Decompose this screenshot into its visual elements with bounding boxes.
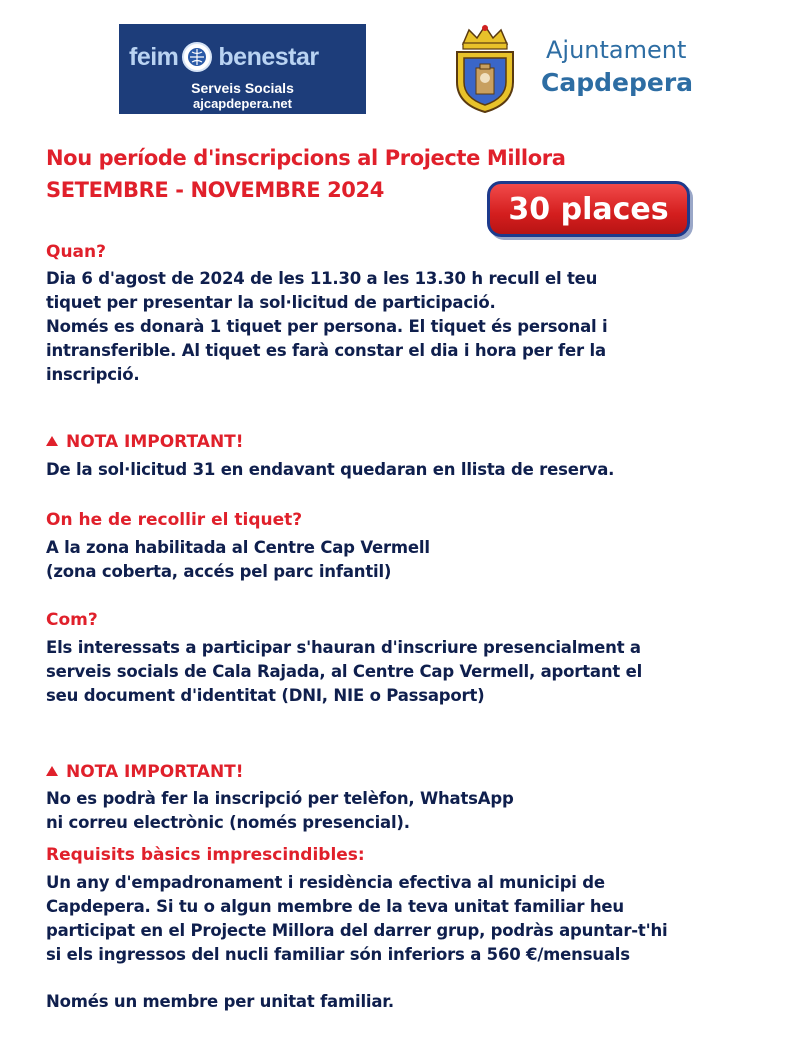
logo-wordmark	[129, 40, 359, 74]
text-line: intransferible. Al tiquet es farà constar el dia i hora per fer la	[46, 341, 606, 360]
section-requisits-heading: Requisits bàsics imprescindibles:	[46, 845, 365, 865]
section-requisits-body	[46, 871, 667, 967]
globe-emblem-icon	[182, 42, 212, 72]
text-line: A la zona habilitada al Centre Cap Vermell	[46, 538, 430, 557]
logo-website: ajcapdepera.net	[193, 96, 292, 111]
section-com-body	[46, 636, 642, 708]
text-line: Els interessats a participar s'hauran d'inscriure presencialment a	[46, 638, 641, 657]
section-com-heading: Com?	[46, 610, 98, 630]
warning-triangle-icon	[46, 436, 58, 446]
page-subtitle-dates: SETEMBRE - NOVEMBRE 2024	[46, 178, 384, 202]
text-line: seu document d'identitat (DNI, NIE o Passaport)	[46, 686, 485, 705]
nota-important-heading	[46, 432, 244, 452]
ajuntament-label: Ajuntament	[546, 36, 687, 64]
text-line: Un any d'empadronament i residència efectiva al municipi de	[46, 873, 605, 892]
text-line: Capdepera. Si tu o algun membre de la teva unitat familiar heu	[46, 897, 624, 916]
text-line: si els ingressos del nucli familiar són inferiors a 560 €/mensuals	[46, 945, 630, 964]
capdepera-label: Capdepera	[541, 68, 694, 97]
places-badge-label: 30 places	[508, 191, 669, 227]
section-quan-heading: Quan?	[46, 242, 106, 262]
section-on-heading: On he de recollir el tiquet?	[46, 510, 303, 530]
nota-important-label-2: NOTA IMPORTANT!	[66, 762, 244, 782]
logo-word-benestar: benestar	[218, 42, 319, 71]
text-line: tiquet per presentar la sol·licitud de participació.	[46, 293, 496, 312]
text-line: No es podrà fer la inscripció per telèfon, WhatsApp	[46, 789, 514, 808]
nota-important-heading-2	[46, 762, 244, 782]
text-line: (zona coberta, accés pel parc infantil)	[46, 562, 392, 581]
text-line: Només es donarà 1 tiquet per persona. El tiquet és personal i	[46, 317, 608, 336]
section-quan-body	[46, 267, 608, 387]
page-title: Nou període d'inscripcions al Projecte Millora	[46, 146, 566, 170]
logo-subtitle: Serveis Socials	[191, 80, 294, 96]
places-badge	[487, 181, 690, 237]
text-line: participat en el Projecte Millora del darrer grup, podràs apuntar-t'hi	[46, 921, 668, 940]
warning-triangle-icon	[46, 766, 58, 776]
text-line: ni correu electrònic (només presencial).	[46, 813, 410, 832]
text-line: De la sol·licitud 31 en endavant quedaran en llista de reserva.	[46, 460, 615, 479]
text-line: inscripció.	[46, 365, 140, 384]
nota-important-body-2	[46, 787, 514, 835]
section-requisits-footer: Només un membre per unitat familiar.	[46, 992, 394, 1011]
logo-word-feim: feim	[129, 42, 179, 71]
feim-benestar-logo	[119, 24, 366, 114]
text-line: Dia 6 d'agost de 2024 de les 11.30 a les 13.30 h recull el teu	[46, 269, 598, 288]
nota-important-body	[46, 458, 614, 482]
text-line: serveis socials de Cala Rajada, al Centre Cap Vermell, aportant el	[46, 662, 643, 681]
section-on-body	[46, 536, 430, 584]
capdepera-crest-icon	[449, 24, 521, 114]
nota-important-label: NOTA IMPORTANT!	[66, 432, 244, 452]
